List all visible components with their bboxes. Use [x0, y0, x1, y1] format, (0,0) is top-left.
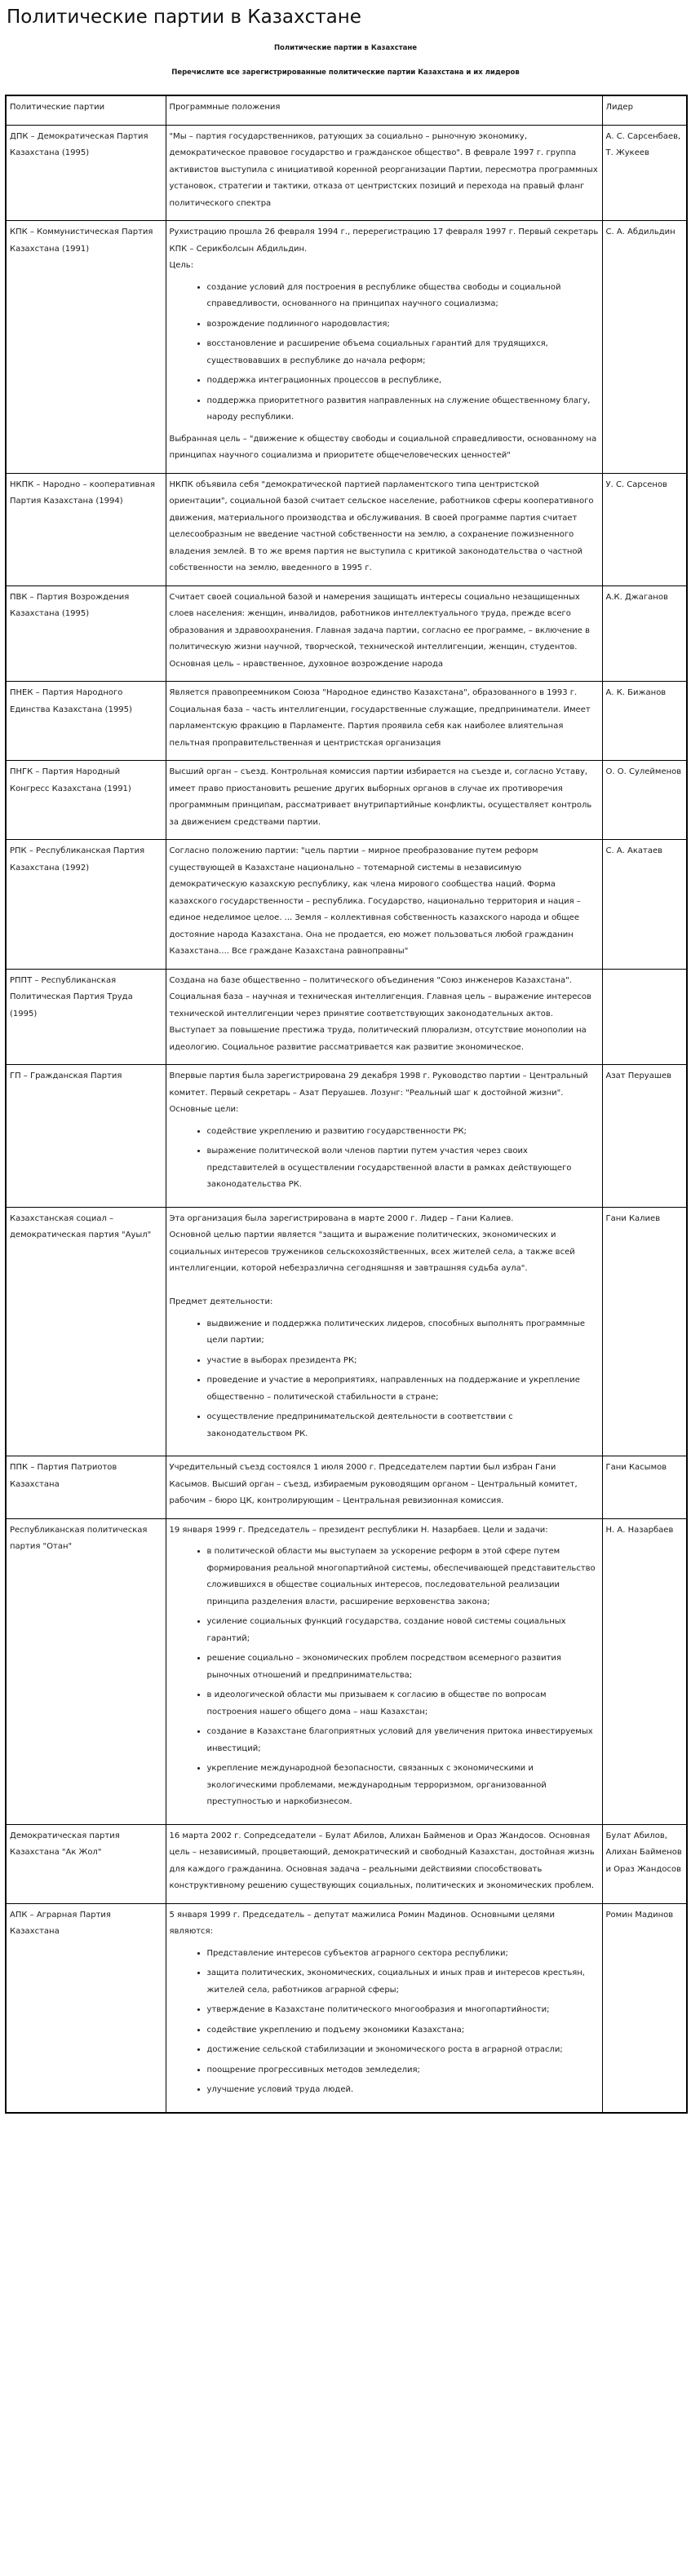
- program-bullet-item: • поддержка приоритетного развития направленных на служение общественному благу, народу республики.: [207, 393, 599, 426]
- party-name: АПК – Аграрная Партия Казахстана: [10, 1910, 111, 1936]
- program-bullet-list: [170, 1946, 599, 2099]
- leader-name: Гани Калиев: [605, 1213, 661, 1223]
- program-bullet-item: • возрождение подлинного народовластия;: [207, 316, 599, 334]
- party-name: КПК – Коммунистическая Партия Казахстана (1991): [10, 228, 153, 254]
- program-text: 19 января 1999 г. Председатель – президент республики Н. Назарбаев. Цели и задачи:: [169, 1525, 548, 1535]
- party-name: ПВК – Партия Возрождения Казахстана (1995): [10, 592, 130, 618]
- program-bullet-item: • защита политических, экономических, социальных и иных прав и интересов крестьян, жителей села, работников аграрной сферы;: [207, 1965, 599, 1999]
- program-cell: [166, 585, 602, 682]
- program-cell: [166, 1065, 602, 1208]
- parties-table: [5, 95, 688, 2114]
- program-cell: [166, 1903, 602, 2113]
- program-cell: [166, 125, 602, 221]
- program-cell: [166, 473, 602, 585]
- leader-cell: [602, 840, 687, 970]
- leader-name: Булат Абилов, Алихан Байменов и Ораз Жандосов: [605, 1831, 682, 1874]
- leader-cell: [602, 473, 687, 585]
- leader-cell: [602, 1518, 687, 1824]
- program-bullet-item: • улучшение условий труда людей.: [207, 2082, 599, 2099]
- party-name-cell: [6, 1824, 166, 1903]
- program-bullet-item: • Представление интересов субъектов аграрного сектора республики;: [207, 1946, 599, 1963]
- leader-cell: [602, 221, 687, 474]
- party-name: Республиканская политическая партия "Отан": [10, 1525, 148, 1551]
- program-bullet-list: [170, 1544, 599, 1811]
- leader-cell: [602, 1456, 687, 1519]
- program-text: 16 марта 2002 г. Сопредседатели – Булат Абилов, Алихан Байменов и Ораз Жандосов. Основная цель – независимый, процветающий, демократический и свободный Казахстан, достойная жизнь для каждого гражданина. Основная задача – реальными действиями способствовать конструктивному решению существующих социальных, политических и экономических проблем.: [169, 1831, 595, 1890]
- party-name-cell: [6, 1065, 166, 1208]
- leader-cell: [602, 125, 687, 221]
- program-bullet-item: • укрепление международной безопасности, связанных с экономическими и экологическими проблемами, международным терроризмом, организованной преступностью и наркобизнесом.: [207, 1761, 599, 1811]
- program-bullet-item: • в идеологической области мы призываем к согласию в обществе по вопросам построения нашего общего дома – наш Казахстан;: [207, 1687, 599, 1721]
- program-bullet-item: • достижение сельской стабилизации и экономического роста в аграрной отрасли;: [207, 2042, 599, 2059]
- program-bullet-item: • восстановление и расширение объема социальных гарантий для трудящихся, существовавших в республике до начала реформ;: [207, 336, 599, 369]
- party-name-cell: [6, 1456, 166, 1519]
- party-name: Демократическая партия Казахстана "Ак Жол": [10, 1831, 120, 1857]
- table-header-row: [6, 95, 687, 125]
- program-bullet-item: • содействие укреплению и подъему экономики Казахстана;: [207, 2022, 599, 2039]
- leader-name: Азат Перуашев: [605, 1071, 672, 1080]
- leader-name: С. А. Акатаев: [605, 846, 663, 855]
- program-cell: [166, 682, 602, 761]
- table-row: [6, 682, 687, 761]
- program-bullet-item: • поощрение прогрессивных методов земледелия;: [207, 2062, 599, 2079]
- party-name-cell: [6, 221, 166, 474]
- party-name-cell: [6, 1903, 166, 2113]
- program-bullet-item: • участие в выборах президента РК;: [207, 1353, 599, 1370]
- party-name: ППК – Партия Патриотов Казахстана: [10, 1463, 117, 1489]
- page-title: Политические партии в Казахстане: [7, 7, 361, 28]
- leader-name: У. С. Сарсенов: [605, 479, 667, 489]
- leader-cell: [602, 761, 687, 840]
- program-cell: [166, 221, 602, 474]
- party-name: ДПК – Демократическая Партия Казахстана (1995): [10, 131, 148, 157]
- document-heading: Политические партии в Казахстане: [273, 44, 418, 52]
- party-name: ПНГК – Партия Народный Конгресс Казахстана (1991): [10, 767, 131, 793]
- header-program: Программные положения: [166, 95, 602, 125]
- table-row: [6, 1456, 687, 1519]
- table-row: [6, 585, 687, 682]
- leader-cell: [602, 1207, 687, 1456]
- program-cell: [166, 1456, 602, 1519]
- leader-cell: [602, 1824, 687, 1903]
- program-bullet-item: • выражение политической воли членов партии путем участия через своих представителей в осуществлении государственной власти в рамках действующего законодательства РК.: [207, 1143, 599, 1194]
- party-name: РППТ – Республиканская Политическая Партия Труда (1995): [10, 975, 133, 1018]
- program-text: НКПК объявила себя "демократической партией парламентского типа центристской ориентации", социальной базой считает сельское население, работников сферы кооперативного движения, материального производства и обслуживания. В своей программе партия считает целесообразным не введение частной собственности на землю, а сохранение пожизненного владения землей. В то же время партия не выступила с критикой законодательства о частной собственности на землю, введенного в 1995 г.: [169, 479, 594, 572]
- program-text: Эта организация была зарегистрирована в марте 2000 г. Лидер – Гани Калиев. Основной целью партии является "защита и выражение политических, экономических и социальных интересов тружеников сельскохозяйственных, всех жителей села, а также всей интеллигенции, которой небезразлична сегодняшняя и завтрашняя судьба аула". Предмет деятельности:: [169, 1213, 575, 1306]
- program-cell: [166, 1824, 602, 1903]
- program-text: Высший орган – съезд. Контрольная комиссия партии избирается на съезде и, согласно Уставу, имеет право приостановить решение других выборных органов в случае их противоречия программным принципам, рассматривает внутрипартийные конфликты, осуществляет контроль за движением средствами партии.: [169, 767, 592, 827]
- party-name-cell: [6, 969, 166, 1065]
- program-cell: [166, 969, 602, 1065]
- party-name-cell: [6, 473, 166, 585]
- program-text: Считает своей социальной базой и намерения защищать интересы социально незащищенных слоев населения: женщин, инвалидов, работников интеллектуального труда, прежде всего образования и здравоохранения. Главная задача партии, согласно ее программе, – включение в политическую жизни научной, творческой, технической интеллигенции, женщин, студентов. Основная цель – нравственное, духовное возрождение народа: [169, 592, 591, 669]
- program-bullet-list: [170, 1124, 599, 1194]
- program-bullet-list: [170, 280, 599, 426]
- program-text: Впервые партия была зарегистрирована 29 декабря 1998 г. Руководство партии – Центральный комитет. Первый секретарь – Азат Перуашев. Лозунг: "Реальный шаг к достойной жизни". Основные цели:: [169, 1071, 588, 1114]
- table-row: [6, 125, 687, 221]
- leader-name: Ромин Мадинов: [605, 1910, 674, 1920]
- program-bullet-item: • осуществление предпринимательской деятельности в соответствии с законодательством РК.: [207, 1409, 599, 1443]
- program-bullet-item: • утверждение в Казахстане политического многообразия и многопартийности;: [207, 2002, 599, 2019]
- table-row: [6, 1824, 687, 1903]
- program-bullet-item: • проведение и участие в мероприятиях, направленных на поддержание и укрепление общественно – политической стабильности в стране;: [207, 1372, 599, 1406]
- leader-cell: [602, 585, 687, 682]
- leader-name: А. К. Бижанов: [605, 688, 667, 697]
- leader-name: А.К. Джаганов: [605, 592, 668, 602]
- program-text: Рухистрацию прошла 26 февраля 1994 г., перерегистрацию 17 февраля 1997 г. Первый секретарь КПК – Серикболсын Абдильдин. Цель:: [169, 228, 599, 270]
- program-text: "Мы – партия государственников, ратующих за социально – рыночную экономику, демократическое правовое государство и гражданское общество". В феврале 1997 г. группа активистов выступила с инициативой коренной реорганизации Партии, пересмотра программных установок, стратегии и тактики, отказа от центристских позиций и перехода на правый фланг политического спектра: [169, 131, 598, 208]
- table-row: [6, 221, 687, 474]
- leader-cell: [602, 682, 687, 761]
- party-name: ПНЕК – Партия Народного Единства Казахстана (1995): [10, 688, 132, 714]
- program-cell: [166, 1518, 602, 1824]
- party-name-cell: [6, 1518, 166, 1824]
- program-conclusion: Выбранная цель – "движение к обществу свободы и социальной справедливости, основанному на принципах научного социализма и приоритете общечеловеческих ценностей": [169, 434, 597, 460]
- party-name: РПК – Республиканская Партия Казахстана (1992): [10, 846, 145, 873]
- document-subheading: Перечислите все зарегистрированные политические партии Казахстана и их лидеров: [171, 68, 520, 77]
- program-text: Является правопреемником Союза "Народное единство Казахстана", образованного в 1993 г. Социальная база – часть интеллигенции, государственные служащие, предприниматели. Имеет парламентскую фракцию в Парламенте. Партия проявила себя как наиболее влиятельная пельтная проправительственная и центристская организация: [169, 688, 591, 748]
- program-text: 5 января 1999 г. Председатель – депутат мажилиса Ромин Мадинов. Основными целями являются:: [169, 1910, 555, 1936]
- table-row: [6, 840, 687, 970]
- party-name: Казахстанская социал – демократическая партия "Ауыл": [10, 1213, 152, 1239]
- party-name-cell: [6, 840, 166, 970]
- program-bullet-item: • создание условий для построения в республике общества свободы и социальной справедливости, основанного на принципах научного социализма;: [207, 280, 599, 313]
- table-row: [6, 969, 687, 1065]
- program-text: Создана на базе общественно – политического объединения "Союз инженеров Казахстана". Социальная база – научная и техническая интеллигенция. Главная цель – выражение интересов технической интеллигенции через принятие соответствующих законодательных актов. Выступает за повышение престижа труда, политический плюрализм, отсутствие монополии на идеологию. Социальное развитие рассматривается как развитие экономическое.: [169, 975, 591, 1052]
- program-bullet-list: [170, 1316, 599, 1443]
- party-name-cell: [6, 585, 166, 682]
- program-cell: [166, 840, 602, 970]
- table-row: [6, 761, 687, 840]
- header-leader: Лидер: [602, 95, 687, 125]
- program-bullet-item: • решение социально – экономических проблем посредством всемерного развития рыночных отношений и предпринимательства;: [207, 1650, 599, 1684]
- leader-cell: [602, 1065, 687, 1208]
- party-name-cell: [6, 761, 166, 840]
- table-row: [6, 1065, 687, 1208]
- program-text: Учредительный съезд состоялся 1 июля 2000 г. Председателем партии был избран Гани Касымов. Высший орган – съезд, избираемым руководящим органом – Центральный комитет, рабочим – бюро ЦК, контролирующим – Центральная ревизионная комиссия.: [169, 1463, 578, 1505]
- table-row: [6, 473, 687, 585]
- leader-name: Гани Касымов: [605, 1463, 667, 1472]
- table-row: [6, 1903, 687, 2113]
- program-bullet-item: • в политической области мы выступаем за ускорение реформ в этой сфере путем формирования реальной многопартийной системы, обеспечивающей представительство сложившихся в обществе социальных интересов, последовательной реализации принципа разделения власти, расширение верховенства закона;: [207, 1544, 599, 1611]
- program-text: Согласно положению партии: "цель партии – мирное преобразование путем реформ существующей в Казахстане национально – тотемарной системы в независимую демократическую казахскую республику, как члена мирового сообщества наций. Форма казахского государственности – республика. Государство, национально территория и нация – единое неделимое целое. ... Земля – коллективная собственность казахского народа и общее достояние народа Казахстана. Она не продается, ею может пользоваться любой гражданин Казахстана.... Все граждане Казахстана равноправны": [169, 846, 581, 956]
- leader-cell: [602, 969, 687, 1065]
- program-bullet-item: • усиление социальных функций государства, создание новой системы социальных гарантий;: [207, 1614, 599, 1647]
- program-cell: [166, 1207, 602, 1456]
- program-bullet-item: • содействие укреплению и развитию государственности РК;: [207, 1124, 599, 1141]
- party-name-cell: [6, 682, 166, 761]
- leader-name: А. С. Сарсенбаев, Т. Жукеев: [605, 131, 681, 157]
- table-row: [6, 1518, 687, 1824]
- program-cell: [166, 761, 602, 840]
- leader-name: О. О. Сулейменов: [605, 767, 682, 776]
- program-bullet-item: • поддержка интеграционных процессов в республике,: [207, 373, 599, 390]
- party-name-cell: [6, 1207, 166, 1456]
- leader-cell: [602, 1903, 687, 2113]
- program-bullet-item: • создание в Казахстане благоприятных условий для увеличения притока инвестируемых инвестиций;: [207, 1724, 599, 1757]
- table-row: [6, 1207, 687, 1456]
- leader-name: С. А. Абдильдин: [605, 228, 675, 236]
- party-name: НКПК – Народно – кооперативная Партия Казахстана (1994): [10, 479, 155, 506]
- party-name-cell: [6, 125, 166, 221]
- leader-name: Н. А. Назарбаев: [605, 1525, 674, 1535]
- party-name: ГП – Гражданская Партия: [10, 1071, 122, 1080]
- program-bullet-item: • выдвижение и поддержка политических лидеров, способных выполнять программные цели партии;: [207, 1316, 599, 1350]
- header-party: Политические партии: [6, 95, 166, 125]
